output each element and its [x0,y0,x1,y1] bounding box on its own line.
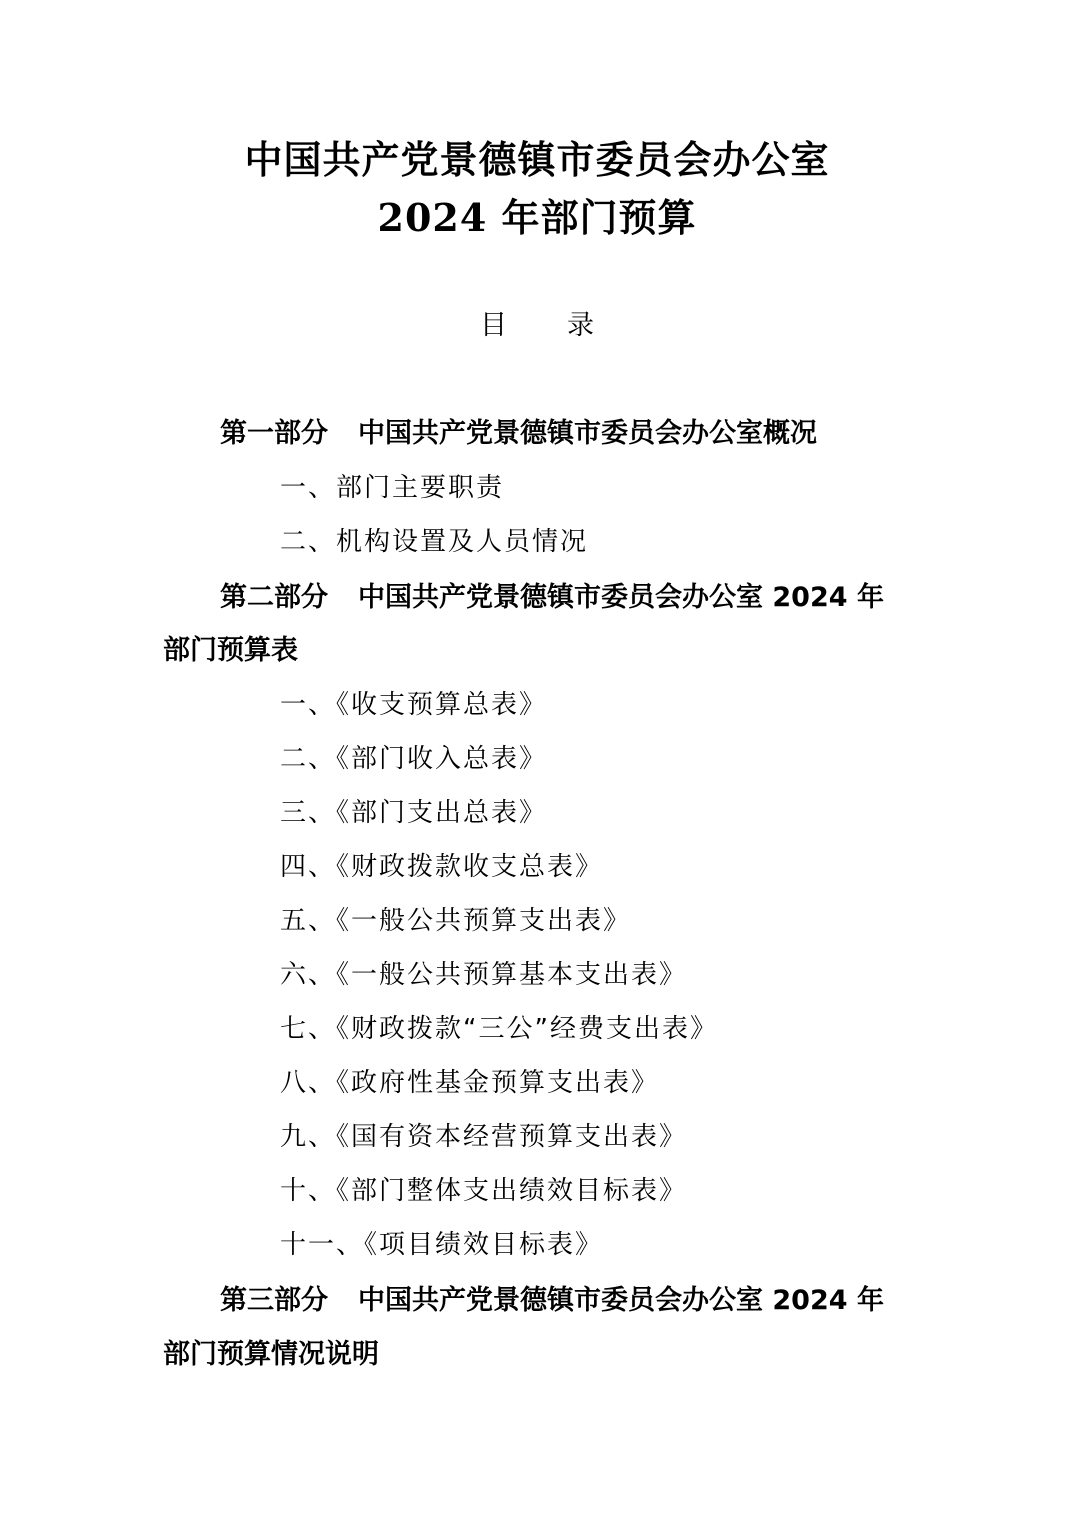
toc-heading: 目录 [480,310,654,341]
toc-item-1-1[interactable]: 一、部门主要职责 [280,473,505,503]
part2-heading[interactable] [220,580,884,616]
toc-item-1-2[interactable]: 二、机构设置及人员情况 [280,527,589,557]
part3-label: 第三部分 [220,1285,328,1316]
part3-heading[interactable] [220,1283,884,1319]
toc-item-2-3[interactable]: 三、《部门支出总表》 [280,798,548,828]
part2-title-line-2[interactable]: 部门预算表 [163,635,298,666]
toc-item-2-4[interactable]: 四、《财政拨款收支总表》 [280,852,604,882]
part1-title: 中国共产党景德镇市委员会办公室概况 [358,418,817,449]
toc-item-2-6[interactable]: 六、《一般公共预算基本支出表》 [280,960,688,990]
part3-title-line-2[interactable]: 部门预算情况说明 [163,1339,379,1370]
document-title-line-2: 2024 年部门预算 [377,195,697,240]
toc-item-2-1[interactable]: 一、《收支预算总表》 [280,690,548,720]
toc-item-2-10[interactable]: 十、《部门整体支出绩效目标表》 [280,1176,688,1206]
part1-label: 第一部分 [220,418,328,449]
part1-heading[interactable] [220,416,817,452]
document-title-line-1: 中国共产党景德镇市委员会办公室 [244,137,830,182]
toc-item-2-2[interactable]: 二、《部门收入总表》 [280,744,548,774]
toc-item-2-8[interactable]: 八、《政府性基金预算支出表》 [280,1068,660,1098]
part2-label: 第二部分 [220,582,328,613]
toc-item-2-11[interactable]: 十一、《项目绩效目标表》 [280,1230,604,1260]
part3-title-line-1: 中国共产党景德镇市委员会办公室 2024 年 [358,1285,884,1316]
toc-item-2-7[interactable]: 七、《财政拨款“三公”经费支出表》 [280,1014,718,1044]
part2-title-line-1: 中国共产党景德镇市委员会办公室 2024 年 [358,582,884,613]
toc-item-2-5[interactable]: 五、《一般公共预算支出表》 [280,906,632,936]
toc-item-2-9[interactable]: 九、《国有资本经营预算支出表》 [280,1122,688,1152]
